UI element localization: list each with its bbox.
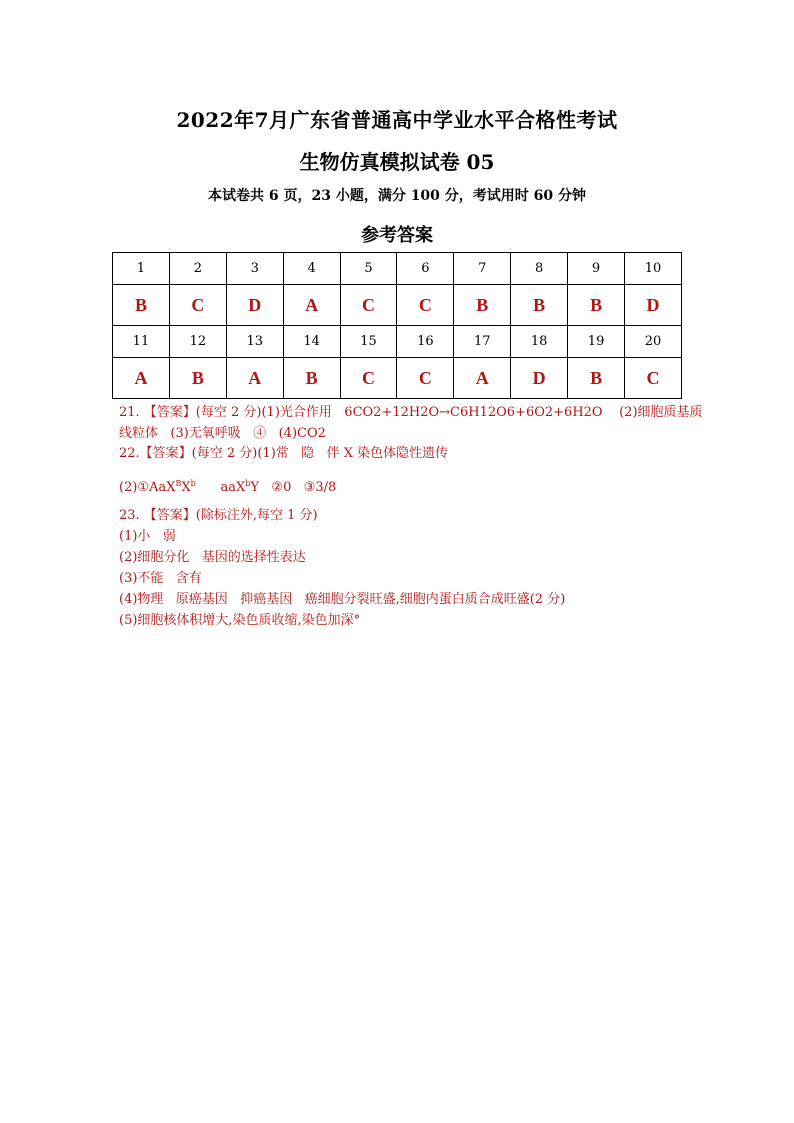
answer-letter: A [283, 285, 340, 326]
answer-key-heading: 参考答案 [361, 225, 433, 246]
question-number: 2 [169, 253, 226, 285]
answer-letter: B [454, 285, 511, 326]
question-number: 13 [226, 326, 283, 358]
question-number: 11 [113, 326, 170, 358]
question-number: 19 [568, 326, 625, 358]
answer-letter: C [397, 358, 454, 399]
answer-23-line: (1)小 弱 [119, 529, 176, 544]
document-title: 2022年7月广东省普通高中学业水平合格性考试 [176, 108, 618, 132]
document-subtitle: 生物仿真模拟试卷 05 [299, 150, 495, 174]
superscript: b [245, 479, 251, 488]
question-number: 8 [511, 253, 568, 285]
answer-23-line: (5)细胞核体积增大,染色质收缩,染色加深° [119, 613, 361, 628]
question-number: 5 [340, 253, 397, 285]
answer-letter: B [113, 285, 170, 326]
answer-letter: B [169, 358, 226, 399]
answer-letter: B [568, 358, 625, 399]
question-number: 3 [226, 253, 283, 285]
question-number: 18 [511, 326, 568, 358]
exam-info: 本试卷共 6 页，23 小题，满分 100 分，考试用时 60 分钟 [207, 188, 587, 204]
answer-letter: A [454, 358, 511, 399]
question-number-row [113, 326, 682, 358]
answer-row [113, 285, 682, 326]
answer-letter: B [568, 285, 625, 326]
answer-23 [119, 505, 679, 631]
question-number: 15 [340, 326, 397, 358]
question-number: 7 [454, 253, 511, 285]
answer-22 [119, 443, 679, 464]
question-number: 9 [568, 253, 625, 285]
answer-letter: C [397, 285, 454, 326]
question-number: 4 [283, 253, 340, 285]
answer-letter: D [226, 285, 283, 326]
answer-23-line: (2)细胞分化 基因的选择性表达 [119, 550, 306, 565]
answer-22-line: 22.【答案】(每空 2 分)(1)常 隐 伴 X 染色体隐性遗传 [119, 446, 449, 461]
answer-letter: C [340, 358, 397, 399]
question-number: 16 [397, 326, 454, 358]
answer-letter: B [511, 285, 568, 326]
answer-letter: C [340, 285, 397, 326]
answer-21-line: 线粒体 (3)无氧呼吸 ④ (4)CO2 [119, 426, 326, 441]
question-number: 12 [169, 326, 226, 358]
question-number-row [113, 253, 682, 285]
genotype-prefix: (2)①AaX [119, 480, 176, 495]
genotype-text: X [181, 480, 191, 495]
question-number: 14 [283, 326, 340, 358]
answer-letter: D [625, 285, 682, 326]
genotype-text: aaX [195, 480, 246, 495]
answer-row [113, 358, 682, 399]
answer-23-line: (4)物理 原癌基因 抑癌基因 癌细胞分裂旺盛,细胞内蛋白质合成旺盛(2 分) [119, 592, 566, 607]
question-number: 6 [397, 253, 454, 285]
answer-21 [119, 402, 703, 444]
answer-22-genotype-line [119, 477, 679, 498]
genotype-suffix: Y ②0 ③3/8 [250, 480, 337, 495]
superscript: b [190, 479, 196, 488]
question-number: 10 [625, 253, 682, 285]
answer-letter: C [169, 285, 226, 326]
answer-letter: B [283, 358, 340, 399]
answer-letter: A [113, 358, 170, 399]
question-number: 17 [454, 326, 511, 358]
answer-22-part2 [119, 477, 679, 498]
superscript: B [175, 479, 182, 488]
answer-letter: D [511, 358, 568, 399]
answer-23-line: (3)不能 含有 [119, 571, 202, 586]
question-number: 20 [625, 326, 682, 358]
answer-21-line: 21. 【答案】(每空 2 分)(1)光合作用 6CO2+12H2O→C6H12O6+6O2+6H2O (2)细胞质基质 [119, 405, 703, 420]
answer-letter: A [226, 358, 283, 399]
answer-23-line: 23. 【答案】(除标注外,每空 1 分) [119, 508, 318, 523]
answer-letter: C [625, 358, 682, 399]
answer-table [112, 252, 682, 399]
question-number: 1 [113, 253, 170, 285]
